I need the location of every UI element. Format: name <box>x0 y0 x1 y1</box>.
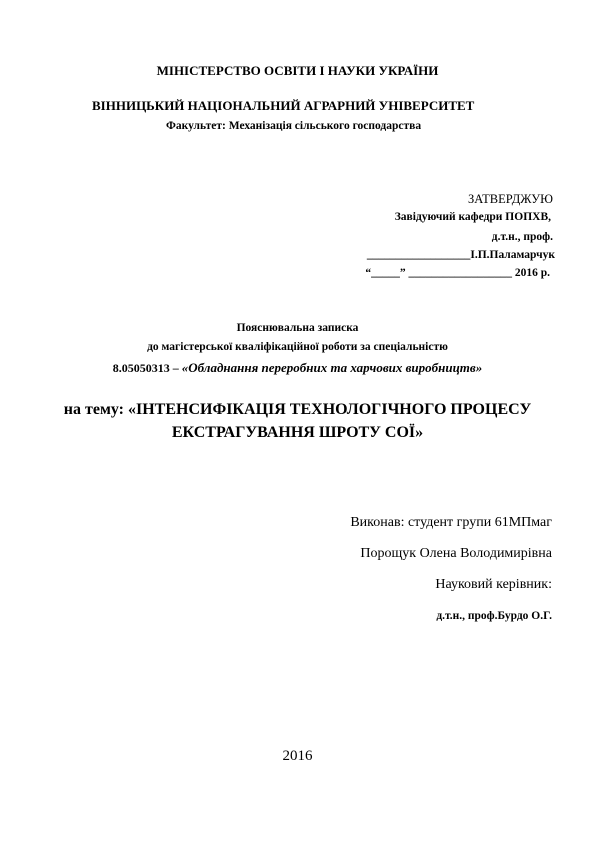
approval-degree: д.т.н., проф. <box>491 231 553 243</box>
approval-title: ЗАТВЕРДЖУЮ <box>467 192 553 206</box>
year-footer: 2016 <box>282 748 313 764</box>
student-name: Порощук Олена Володимирівна <box>360 546 552 561</box>
topic-title-part-1: «ІНТЕНСИФІКАЦІЯ ТЕХНОЛОГІЧНОГО ПРОЦЕСУ <box>127 401 532 418</box>
approval-signature-line: __________________І.П.Паламарчук <box>366 249 555 261</box>
ministry-heading: МІНІСТЕРСТВО ОСВІТИ І НАУКИ УКРАЇНИ <box>156 63 439 78</box>
specialty-name: «Обладнання переробних та харчових виробництв» <box>181 360 483 375</box>
topic-line-2: ЕКСТРАГУВАННЯ ШРОТУ СОЇ» <box>171 424 424 441</box>
note-subtitle: до магістерської кваліфікаційної роботи за спеціальністю <box>147 341 448 353</box>
approval-position: Завідуючий кафедри ПОПХВ, <box>394 211 551 223</box>
university-name: ВІННИЦЬКИЙ НАЦІОНАЛЬНИЙ АГРАРНИЙ УНІВЕРСИТЕТ <box>92 98 475 113</box>
performed-by: Виконав: студент групи 61МПмаг <box>350 515 552 530</box>
note-title: Пояснювальна записка <box>236 322 359 334</box>
specialty-line <box>0 361 595 374</box>
approval-date-line: “_____” __________________ 2016 р. <box>365 267 550 279</box>
advisor-name: д.т.н., проф.Бурдо О.Г. <box>436 610 552 622</box>
topic-prefix: на тему: <box>63 401 124 418</box>
topic-line-1 <box>0 402 595 418</box>
advisor-label: Науковий керівник: <box>435 577 552 592</box>
specialty-code: 8.05050313 – <box>112 361 179 375</box>
faculty-line: Факультет: Механізація сільського господарства <box>166 120 422 132</box>
